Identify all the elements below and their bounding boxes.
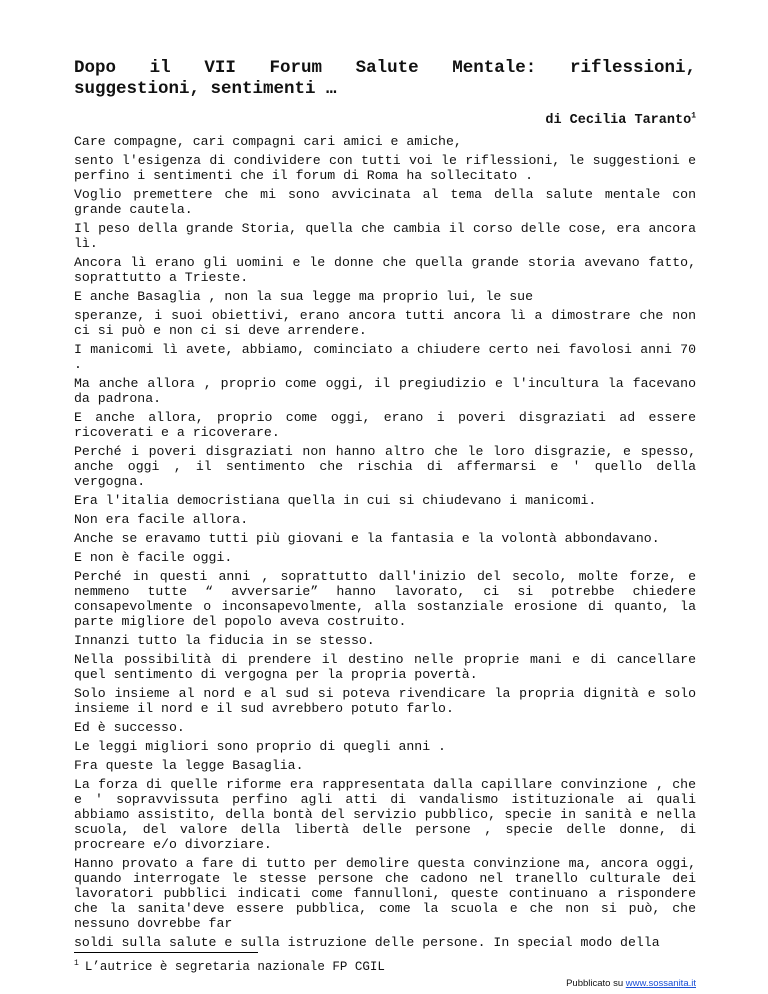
paragraph: Ancora lì erano gli uomini e le donne che quella grande storia avevano fatto, soprattutto a Trieste.	[74, 255, 696, 285]
paragraph: La forza di quelle riforme era rappresentata dalla capillare convinzione , che e ' sopravvissuta perfino agli atti di vandalismo istituzionale ai quali abbiamo assistito, della bontà del servizio pubblico, specie in sanità e nella scuola, del valore della libertà delle persone , specie delle donne, di procreare e/o divorziare.	[74, 777, 696, 852]
paragraph: Non era facile allora.	[74, 512, 249, 527]
document-title	[74, 58, 696, 100]
paragraph: E non è facile oggi.	[74, 550, 233, 565]
footnote	[74, 960, 385, 974]
title-line-1: Dopo il VII Forum Salute Mentale: riflessioni,	[74, 58, 696, 78]
paragraph: Anche se eravamo tutti più giovani e la fantasia e la volontà abbondavano.	[74, 531, 660, 546]
paragraph: Le leggi migliori sono proprio di quegli anni .	[74, 739, 446, 754]
paragraph: Care compagne, cari compagni cari amici e amiche,	[74, 134, 462, 149]
source-link[interactable]: www.sossanita.it	[625, 978, 696, 989]
paragraph: Voglio premettere che mi sono avvicinata al tema della salute mentale con grande cautela.	[74, 187, 696, 217]
paragraph: soldi sulla salute e sulla istruzione delle persone. In special modo della	[74, 935, 660, 950]
footnote-marker: 1	[74, 958, 79, 968]
author-name: di Cecilia Taranto	[545, 113, 692, 128]
document-body	[74, 58, 696, 954]
paragraph: speranze, i suoi obiettivi, erano ancora tutti ancora lì a dimostrare che non ci si può e non ci si deve arrendere.	[74, 308, 696, 338]
paragraph: E anche allora, proprio come oggi, erano i poveri disgraziati ad essere ricoverati e a ricoverare.	[74, 410, 696, 440]
paragraph: Solo insieme al nord e al sud si poteva rivendicare la propria dignità e solo insieme il nord e il sud avrebbero potuto farlo.	[74, 686, 696, 716]
title-line-2: suggestioni, sentimenti …	[74, 79, 337, 99]
paragraph: Ed è successo.	[74, 720, 185, 735]
paragraph: Il peso della grande Storia, quella che cambia il corso delle cose, era ancora lì.	[74, 221, 696, 251]
published-on	[566, 978, 696, 989]
paragraph: Ma anche allora , proprio come oggi, il pregiudizio e l'incultura la facevano da padrona.	[74, 376, 696, 406]
author-footnote-ref: 1	[691, 111, 696, 121]
paragraph: Era l'italia democristiana quella in cui si chiudevano i manicomi.	[74, 493, 597, 508]
paragraph: E anche Basaglia , non la sua legge ma proprio lui, le sue	[74, 289, 533, 304]
footnote-divider	[74, 952, 258, 953]
paragraph: Fra queste la legge Basaglia.	[74, 758, 304, 773]
paragraph: Hanno provato a fare di tutto per demolire questa convinzione ma, ancora oggi, quando interrogate le stesse persone che cadono nel tranello culturale dei lavoratori pubblici indicati come fannulloni, queste continuano a rispondere che la sanita'deve essere pubblica, come la scuola e che non si può, che nessuno dovrebbe far	[74, 856, 696, 931]
paragraph: Perché in questi anni , soprattutto dall'inizio del secolo, molte forze, e nemmeno tutte “ avversarie” hanno lavorato, ci si potrebbe chiedere consapevolmente o inconsapevolmente, alla sostanziale erosione di quanto, la parte migliore del popolo aveva costruito.	[74, 569, 696, 629]
published-prefix: Pubblicato su	[566, 978, 626, 989]
paragraph: Innanzi tutto la fiducia in se stesso.	[74, 633, 375, 648]
paragraph: I manicomi lì avete, abbiamo, cominciato a chiudere certo nei favolosi anni 70 .	[74, 342, 696, 372]
footnote-text: L’autrice è segretaria nazionale FP CGIL	[84, 960, 385, 974]
paragraph: Perché i poveri disgraziati non hanno altro che le loro disgrazie, e spesso, anche oggi , il sentimento che rischia di affermarsi e ' quello della vergogna.	[74, 444, 696, 489]
paragraph: Nella possibilità di prendere il destino nelle proprie mani e di cancellare quel sentimento di vergogna per la propria povertà.	[74, 652, 696, 682]
author-line	[74, 113, 696, 128]
paragraphs	[74, 134, 696, 950]
paragraph: sento l'esigenza di condividere con tutti voi le riflessioni, le suggestioni e perfino i sentimenti che il forum di Roma ha sollecitato .	[74, 153, 696, 183]
